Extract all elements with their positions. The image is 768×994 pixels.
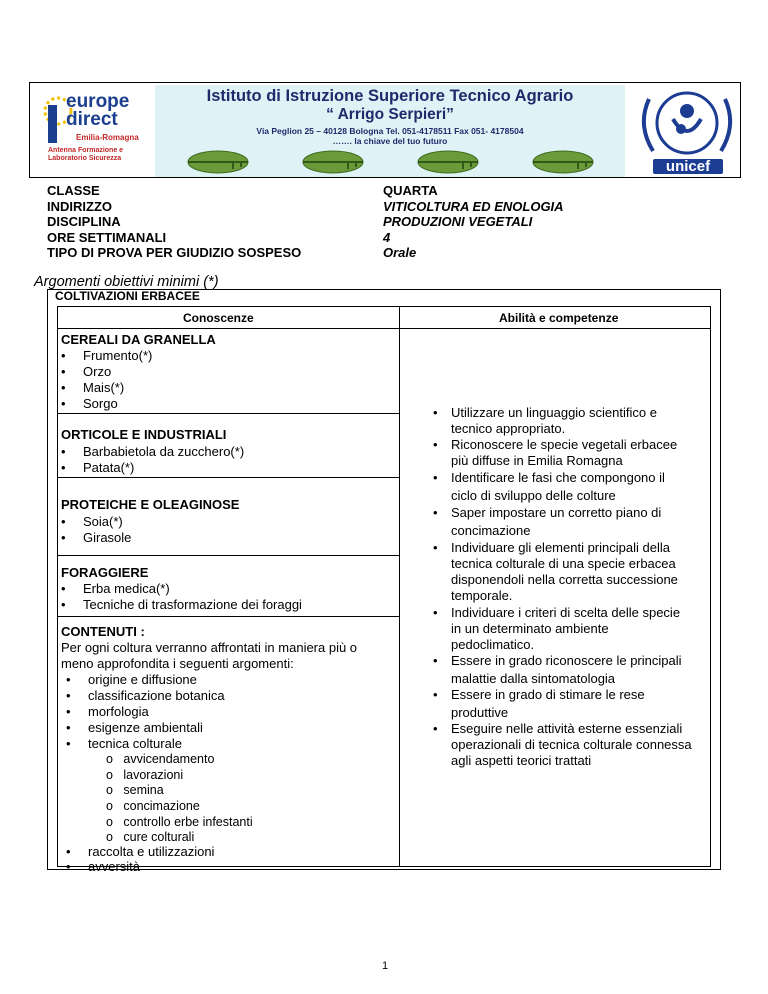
header-banner xyxy=(29,82,741,178)
inner-left-border xyxy=(57,306,58,867)
section-divider-3 xyxy=(57,555,400,556)
bullet-icon: • xyxy=(61,514,66,529)
sub-list-item: o controllo erbe infestanti xyxy=(106,815,253,829)
circle-bullet-icon: o xyxy=(106,768,113,782)
bullet-icon: • xyxy=(61,460,66,475)
column-divider xyxy=(399,306,400,867)
keys-leaves-decoration-icon xyxy=(163,145,619,175)
institute-name: Istituto di Istruzione Superiore Tecnico Agrario xyxy=(206,87,574,105)
europe-direct-logo xyxy=(38,89,148,173)
page-number: 1 xyxy=(382,960,389,972)
label-indirizzo: INDIRIZZO xyxy=(47,198,112,214)
inner-bottom-border xyxy=(57,866,711,867)
bullet-icon: • xyxy=(61,597,66,612)
label-ore: ORE SETTIMANALI xyxy=(47,229,167,245)
sub-list-item: o avvicendamento xyxy=(106,752,215,766)
sub-list-item: o semina xyxy=(106,783,164,797)
circle-bullet-icon: o xyxy=(106,752,113,766)
bullet-icon: • xyxy=(66,736,71,751)
bullet-icon: • xyxy=(433,470,438,485)
circle-bullet-icon: o xyxy=(106,799,113,813)
header-row-divider xyxy=(57,328,711,329)
value-tipo-prova: Orale xyxy=(383,245,417,260)
info-labels xyxy=(47,183,301,261)
bullet-icon: • xyxy=(61,396,66,411)
circle-bullet-icon: o xyxy=(106,783,113,797)
bullet-icon: • xyxy=(61,444,66,459)
bullet-icon: • xyxy=(433,540,438,555)
info-values xyxy=(383,183,564,261)
bullet-icon: • xyxy=(66,844,71,859)
label-classe: CLASSE xyxy=(47,183,100,198)
contenuti-intro: meno approfondita i seguenti argomenti: xyxy=(61,656,294,671)
bullet-icon: • xyxy=(61,348,66,363)
contenuti-intro: Per ogni coltura verranno affrontati in maniera più o xyxy=(61,640,358,655)
bullet-icon: • xyxy=(66,688,71,703)
section-divider-1 xyxy=(57,413,400,414)
column-header-conoscenze: Conoscenze xyxy=(183,311,254,325)
bullet-icon: • xyxy=(66,704,71,719)
bullet-icon: • xyxy=(433,653,438,668)
section-title: FORAGGIERE xyxy=(61,565,149,580)
value-indirizzo: VITICOLTURA ED ENOLOGIA xyxy=(383,198,564,214)
bullet-icon: • xyxy=(433,437,438,452)
bullet-icon: • xyxy=(61,530,66,545)
unicef-emblem-icon xyxy=(635,85,739,161)
bullet-icon: • xyxy=(66,672,71,687)
bullet-icon: • xyxy=(61,364,66,379)
table-title: COLTIVAZIONI ERBACEE xyxy=(55,289,200,303)
section-title: ORTICOLE E INDUSTRIALI xyxy=(61,427,227,442)
unicef-wordmark: unicef xyxy=(653,159,723,174)
section-divider-4 xyxy=(57,616,400,617)
circle-bullet-icon: o xyxy=(106,815,113,829)
inner-top-border xyxy=(57,306,711,307)
unicef-logo xyxy=(635,85,739,175)
sub-list-item: o concimazione xyxy=(106,799,200,813)
bullet-icon: • xyxy=(66,720,71,735)
bullet-icon: • xyxy=(433,721,438,736)
contenuti-title: CONTENUTI : xyxy=(61,624,145,639)
bullet-icon: • xyxy=(433,405,438,420)
value-classe: QUARTA xyxy=(383,183,438,198)
bullet-icon: • xyxy=(61,380,66,395)
sub-list-item: o cure colturali xyxy=(106,830,195,844)
value-disciplina: PRODUZIONI VEGETALI xyxy=(383,214,533,229)
sub-list-item: o lavorazioni xyxy=(106,768,184,782)
institute-title-area xyxy=(155,85,625,177)
bullet-icon: • xyxy=(66,859,71,874)
bullet-icon: • xyxy=(433,605,438,620)
logo-region: Emilia-Romagna xyxy=(76,133,139,142)
value-ore: 4 xyxy=(383,229,391,245)
section-title: CEREALI DA GRANELLA xyxy=(61,332,216,347)
label-disciplina: DISCIPLINA xyxy=(47,214,121,229)
europe-direct-wordmark: europe direct xyxy=(66,91,130,130)
label-tipo-prova: TIPO DI PROVA PER GIUDIZIO SOSPESO xyxy=(47,245,302,260)
circle-bullet-icon: o xyxy=(106,830,113,844)
bullet-icon: • xyxy=(61,581,66,596)
bullet-icon: • xyxy=(433,505,438,520)
section-divider-2 xyxy=(57,477,400,478)
school-motto: ……. la chiave del tuo futuro xyxy=(332,136,448,146)
intro-heading: Argomenti obiettivi minimi (*) xyxy=(34,274,219,290)
bullet-icon: • xyxy=(433,687,438,702)
school-name: “ Arrigo Serpieri” xyxy=(326,106,454,123)
section-title: PROTEICHE E OLEAGINOSE xyxy=(61,497,240,512)
column-header-abilita: Abilità e competenze xyxy=(499,311,619,325)
school-address: Via Peglion 25 – 40128 Bologna Tel. 051-4178511 Fax 051- 4178504 xyxy=(256,126,524,136)
logo-subtitle: Antenna Formazione e Laboratorio Sicurezza xyxy=(48,147,124,162)
